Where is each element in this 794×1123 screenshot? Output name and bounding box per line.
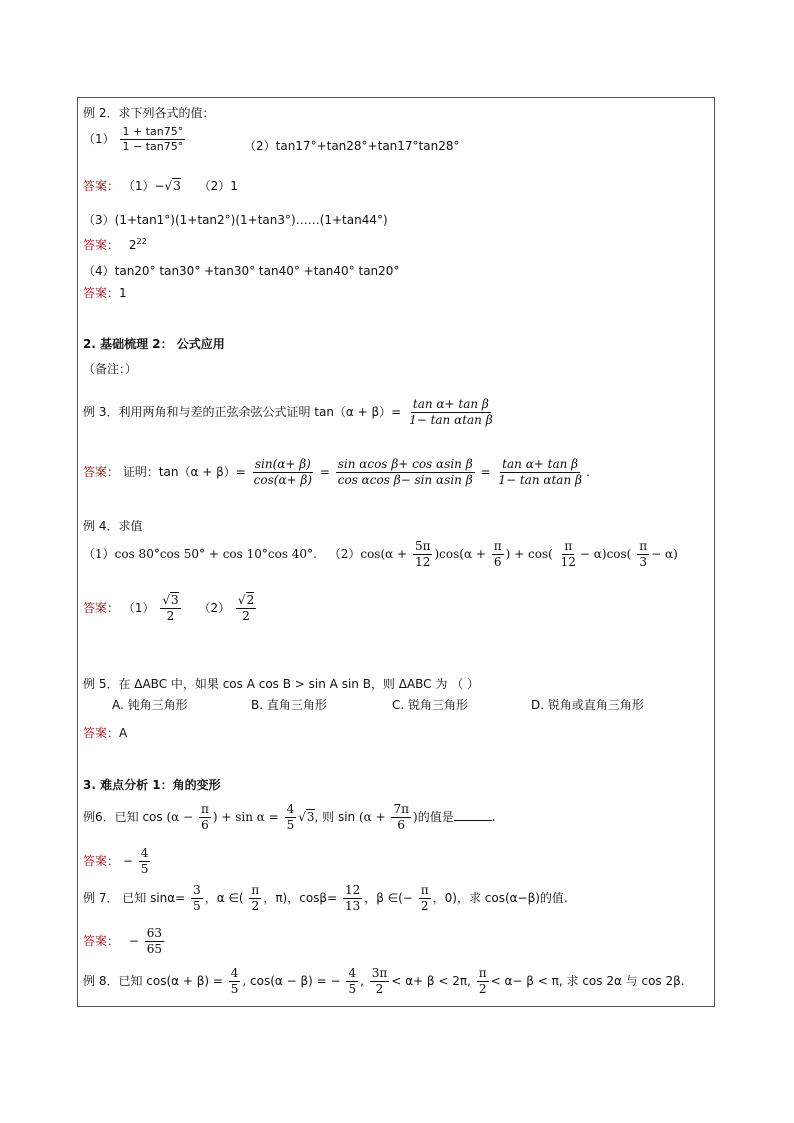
frac-numerator: 4 [229, 967, 241, 982]
frac-numerator: 5π [413, 540, 433, 555]
ex4-a1-fraction [160, 594, 180, 623]
ex3-proof-prefix: 证明：tan（α + β）= [122, 465, 246, 480]
ex4-p2-text-d: − α)cos( [579, 547, 632, 562]
section2-heading: 2. 基础梳理 2： 公式应用 [83, 337, 225, 351]
answer-label: 答案： [83, 601, 120, 616]
ex8-text-b: , cos(α − β) = − [242, 974, 341, 989]
frac-numerator: π [492, 540, 504, 555]
ex5-statement: 例 5．在 ΔABC 中，如果 cos A cos B > sin A sin B，则 ΔABC 为 （ ） [83, 677, 480, 691]
ex2-p1-fraction [120, 126, 185, 153]
frac-denominator: 12 [560, 555, 576, 570]
frac-denominator: 5 [193, 899, 201, 914]
answer-label: 答案： [83, 854, 120, 869]
ex4-p2-label: （2）cos(α + [328, 547, 408, 562]
frac-denominator: 5 [348, 982, 357, 997]
ex3-f3-numerator: tan α+ tan β [500, 458, 580, 473]
ex4-p2-text-b: )cos(α + [434, 547, 486, 562]
ex3-statement [83, 398, 497, 427]
frac-denominator: 6 [397, 818, 406, 833]
ex4-parts [83, 540, 678, 569]
answer-label: 答案： [83, 726, 120, 740]
answer-label: 答案： [83, 465, 120, 480]
ex4-a1-numerator: √3 [160, 594, 180, 609]
ex6-text-b: ) + sin α = [212, 810, 279, 825]
frac-numerator: 3π [370, 967, 390, 982]
ex8-frac-a [229, 967, 241, 996]
ex3-numerator: tan α+ tan β [411, 398, 491, 413]
ex2-p1-numerator: 1 + tan75° [120, 126, 185, 140]
frac-denominator: 2 [478, 982, 487, 997]
ex7-frac-d [419, 884, 431, 913]
ex6-frac-c [391, 803, 411, 832]
ex2-part1 [83, 126, 187, 153]
equals-sign: = [319, 465, 330, 480]
frac-denominator: 2 [251, 899, 260, 914]
frac-numerator: π [477, 967, 489, 982]
ex2-ans1-radicand: 3 [173, 179, 181, 193]
ex5-answer [83, 724, 127, 741]
ex7-prefix: 例 7． 已知 sinα= [83, 891, 186, 906]
ex8-text-e: < α− β < π, 求 cos 2α 与 cos 2β. [490, 974, 685, 989]
ex5-option-a: A. 钝角三角形 [112, 698, 188, 712]
frac-denominator: 5 [230, 982, 239, 997]
frac-numerator: 63 [145, 927, 164, 942]
ex6-end: . [491, 810, 496, 825]
equals-sign: = [480, 465, 491, 480]
ex3-f1-numerator: sin(α+ β) [253, 458, 313, 473]
frac-numerator: 4 [285, 803, 297, 818]
ex2-answer4 [83, 284, 127, 301]
ex2-title: 例 2．求下列各式的值： [83, 106, 215, 120]
ex4-p2-text-e: − α) [651, 547, 678, 562]
ex6-ans-fraction [139, 847, 151, 876]
ex4-p2-frac-d [637, 540, 649, 569]
ex3-answer [83, 458, 590, 487]
frac-numerator: 3 [191, 884, 203, 899]
ex6-text-a: (α − [166, 810, 194, 825]
ex7-ans-fraction [145, 927, 164, 956]
ex6-text-c-b: ) [413, 810, 418, 825]
ex7-answer [83, 927, 166, 956]
answer-label: 答案： [83, 238, 120, 252]
ex7-text-d: ，β ∈(− [364, 891, 413, 906]
ex3-proof-fraction3 [496, 458, 584, 487]
ex8-frac-c [370, 967, 390, 996]
ex8-statement [83, 967, 685, 996]
frac-numerator: π [199, 803, 211, 818]
sqrt-sign: √ [298, 810, 306, 825]
ex2-part2: （2）tan17°+tan28°+tan17°tan28° [244, 139, 460, 153]
ex3-proof-fraction2 [336, 458, 475, 487]
ex2-part3: （3）(1+tan1°)(1+tan2°)(1+tan3°)……(1+tan44°) [83, 213, 388, 227]
ex6-frac-b [285, 803, 297, 832]
ex2-ans3-exponent: 22 [136, 237, 147, 246]
radicand: 2 [246, 593, 255, 607]
ex3-denominator: 1− tan αtan β [409, 413, 493, 428]
ex4-a2-numerator: √2 [236, 594, 256, 609]
ex2-p1-label: （1） [83, 132, 115, 147]
ex5-ans: A [119, 726, 128, 740]
ex5-option-c: C. 锐角三角形 [392, 698, 469, 712]
ex6-frac-a [199, 803, 211, 832]
ex4-answer [83, 594, 258, 623]
answer-label: 答案： [83, 934, 120, 949]
radicand: 3 [170, 593, 179, 607]
frac-denominator: 5 [140, 862, 149, 877]
ex4-p2-text-c: ) + cos( [505, 547, 553, 562]
ex4-p2-frac-b [492, 540, 504, 569]
ex8-frac-d [477, 967, 489, 996]
answer-label: 答案： [83, 179, 120, 193]
ex4-a2-label: （2） [198, 601, 231, 616]
ex7-text-b: ，α ∈( [204, 891, 244, 906]
ex6-text-c-a: (α + [358, 810, 386, 825]
ex2-p1-denominator: 1 − tan75° [122, 140, 184, 154]
ex4-part1: （1）cos 80°cos 50° + cos 10°cos 40°. [83, 547, 317, 562]
ex5-option-d: D. 锐角或直角三角形 [531, 698, 644, 712]
frac-denominator: 2 [375, 982, 384, 997]
answer-label: 答案： [83, 286, 120, 300]
ex2-answer12 [83, 177, 238, 194]
ex6-text-c: , 则 sin [314, 810, 356, 825]
frac-numerator: 4 [139, 847, 151, 862]
ex2-part4: （4）tan20° tan30° +tan30° tan40° +tan40° tan20° [83, 264, 400, 278]
ex3-f3-denominator: 1− tan αtan β [498, 473, 582, 488]
frac-numerator: π [637, 540, 649, 555]
ex6-text-d: 的值是 [417, 810, 454, 825]
ex8-text-d: < α+ β < 2π, [391, 974, 471, 989]
answer-blank [454, 820, 492, 821]
frac-numerator: π [419, 884, 431, 899]
ex4-a1-denominator: 2 [166, 609, 175, 624]
section3-heading: 3. 难点分析 1：角的变形 [83, 778, 221, 792]
ex2-ans2: （2）1 [198, 179, 238, 193]
frac-denominator: 12 [415, 555, 431, 570]
frac-numerator: π [249, 884, 261, 899]
ex3-f1-denominator: cos(α+ β) [253, 473, 313, 488]
ex4-title: 例 4．求值 [83, 519, 143, 533]
ex5-option-b: B. 直角三角形 [251, 698, 327, 712]
ex6-statement [83, 803, 496, 832]
frac-denominator: 3 [639, 555, 647, 570]
ex4-p2-frac-c [559, 540, 578, 569]
ex3-end: . [585, 465, 590, 480]
frac-numerator: 12 [343, 884, 362, 899]
sqrt-sign: √ [164, 179, 173, 193]
ex7-statement [83, 884, 568, 913]
frac-denominator: 2 [420, 899, 429, 914]
ex3-proof-fraction1 [252, 458, 314, 487]
section2-note: （备注：） [83, 362, 138, 376]
ex2-ans1-prefix: （1）− [122, 179, 165, 193]
ex2-answer3 [83, 236, 147, 253]
ex7-frac-c [343, 884, 362, 913]
frac-denominator: 6 [493, 555, 502, 570]
ex8-prefix: 例 8．已知 cos(α + β) = [83, 974, 223, 989]
ex3-text: 例 3．利用两角和与差的正弦余弦公式证明 tan（α + β）= [83, 405, 402, 420]
frac-denominator: 6 [201, 818, 209, 833]
ex6-radicand: 3 [306, 810, 315, 825]
frac-numerator: 7π [391, 803, 411, 818]
ex7-ans-sign: − [128, 934, 139, 949]
ex2-ans3-base: 2 [128, 238, 137, 252]
ex4-a2-fraction [236, 594, 256, 623]
ex7-frac-a [191, 884, 203, 913]
ex3-f2-numerator: sin αcos β+ cos αsin β [336, 458, 475, 473]
frac-denominator: 13 [344, 899, 361, 914]
ex6-answer [83, 847, 152, 876]
frac-numerator: 4 [346, 967, 358, 982]
ex8-frac-b [346, 967, 358, 996]
ex6-prefix: 例6．已知 cos [83, 810, 163, 825]
ex6-ans-sign: − [122, 854, 133, 869]
ex7-text-c: ，π)，cosβ= [263, 891, 338, 906]
ex2-ans4: 1 [119, 286, 127, 300]
ex7-text-e: ，0)，求 cos(α−β)的值. [432, 891, 568, 906]
ex3-fraction [407, 398, 495, 427]
ex4-p2-frac-a [413, 540, 433, 569]
ex4-a2-denominator: 2 [242, 609, 250, 624]
ex8-text-c: , [360, 974, 364, 989]
frac-denominator: 5 [286, 818, 295, 833]
frac-denominator: 65 [146, 942, 163, 957]
ex7-frac-b [249, 884, 261, 913]
frac-numerator: π [562, 540, 574, 555]
ex4-a1-label: （1） [122, 601, 155, 616]
ex3-f2-denominator: cos αcos β− sin αsin β [337, 473, 473, 488]
